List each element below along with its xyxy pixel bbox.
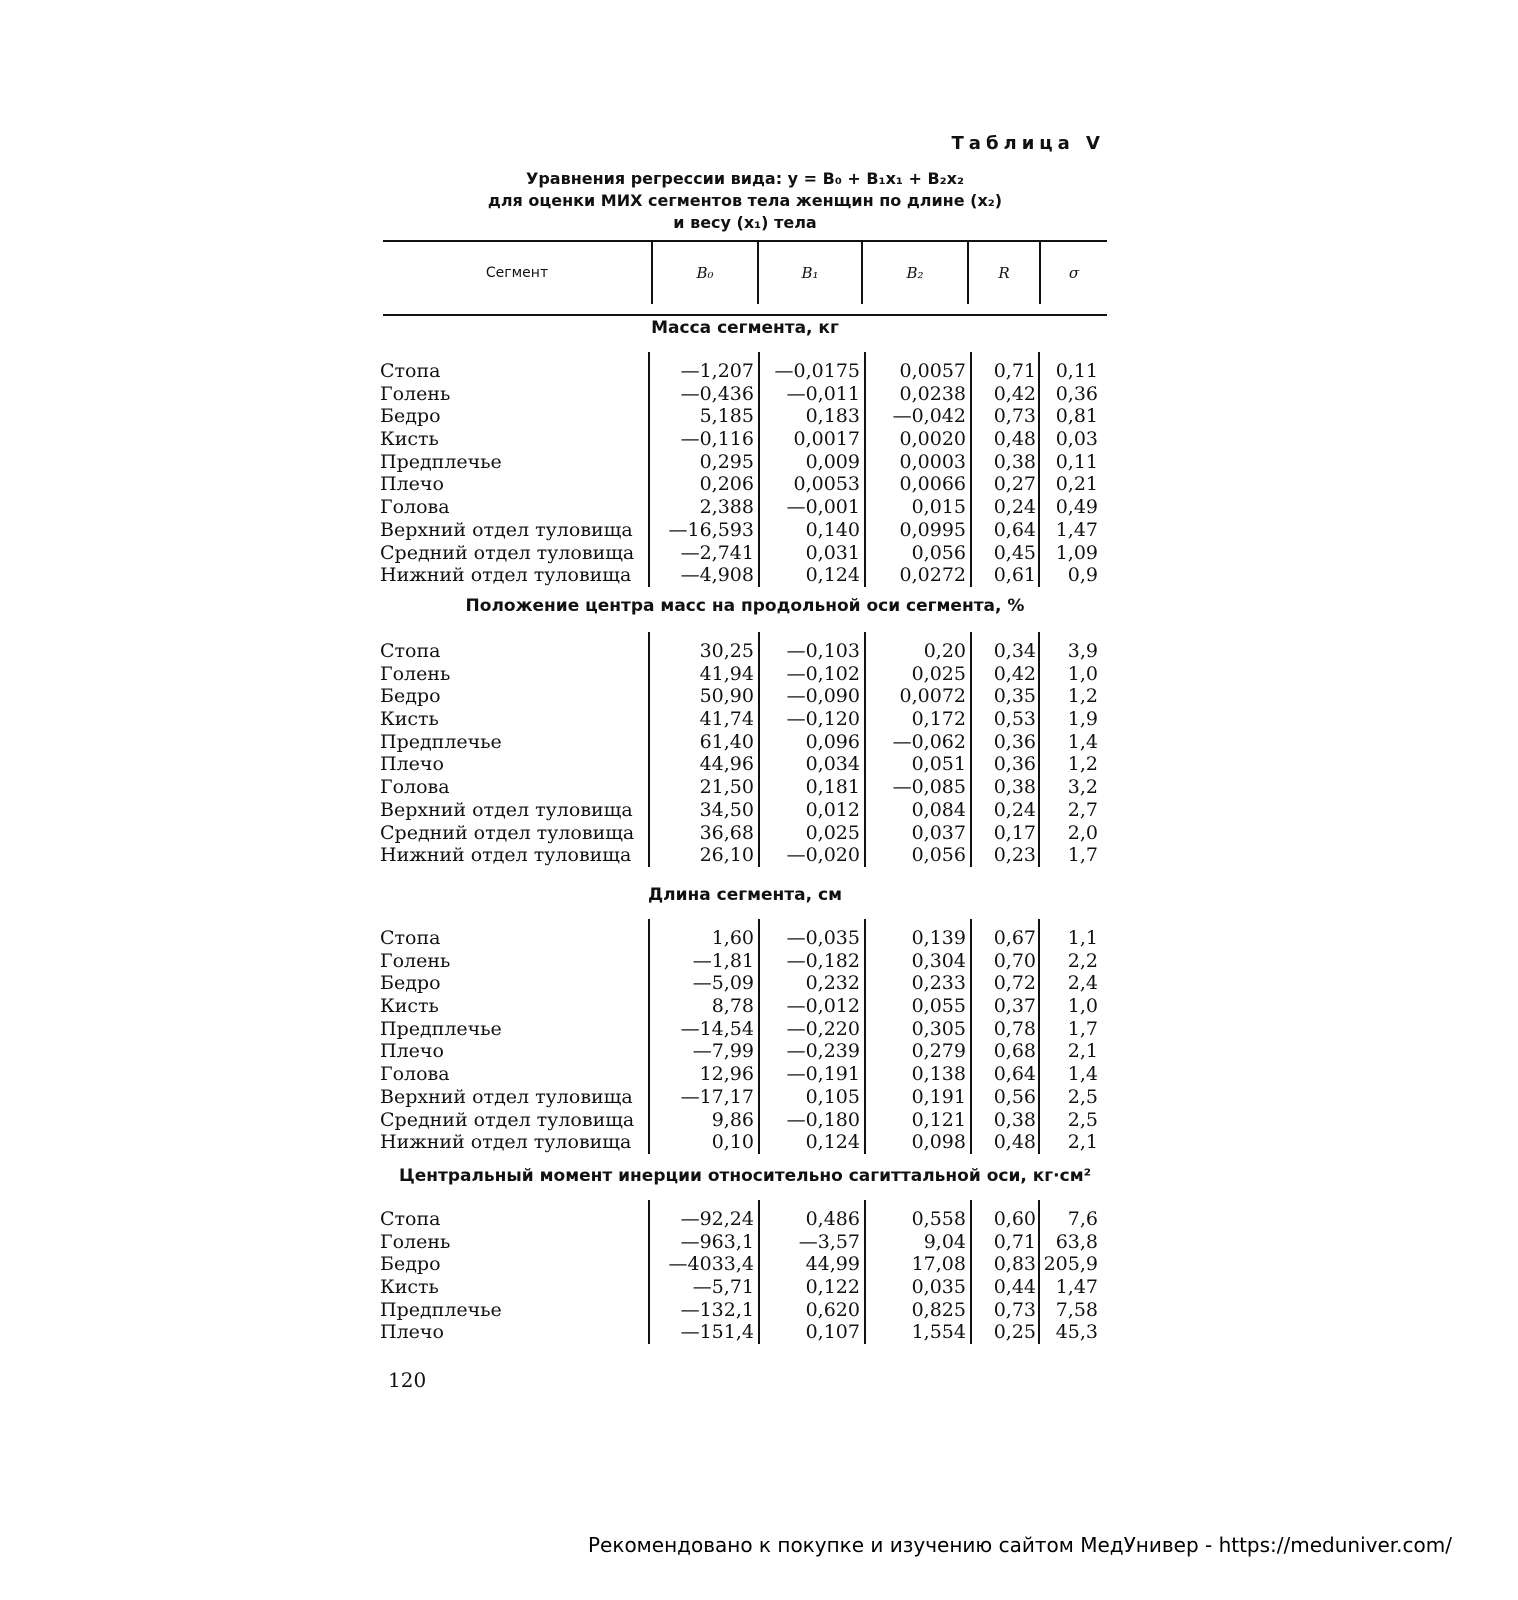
cell-b1: —0,120 bbox=[786, 708, 860, 731]
column-divider bbox=[648, 632, 650, 867]
cell-sigma: 1,09 bbox=[1055, 541, 1098, 564]
caption-line-3: и весу (x₁) тела bbox=[673, 213, 817, 232]
column-divider bbox=[648, 919, 650, 1154]
cell-b0: 2,388 bbox=[699, 496, 754, 519]
cell-sigma: 3,2 bbox=[1067, 776, 1098, 799]
cell-b0: 36,68 bbox=[699, 821, 754, 844]
segment-name: Нижний отдел туловища bbox=[380, 1131, 632, 1154]
section-rows bbox=[380, 360, 1110, 587]
cell-b0: 41,94 bbox=[699, 662, 754, 685]
segment-name: Стопа bbox=[380, 927, 441, 949]
cell-sigma: 1,7 bbox=[1067, 844, 1098, 867]
cell-b0: 0,10 bbox=[711, 1131, 754, 1154]
segment-name: Плечо bbox=[380, 1321, 444, 1344]
cell-b0: 12,96 bbox=[699, 1063, 754, 1086]
cell-r: 0,67 bbox=[993, 927, 1036, 949]
cell-b2: 1,554 bbox=[911, 1321, 966, 1344]
cell-b2: 0,0272 bbox=[899, 564, 966, 587]
cell-b1: 0,025 bbox=[805, 821, 860, 844]
cell-b0: —5,71 bbox=[692, 1276, 754, 1299]
section-title: Положение центра масс на продольной оси сегмента, % bbox=[465, 596, 1025, 616]
table-header bbox=[383, 242, 1107, 314]
cell-r: 0,70 bbox=[993, 949, 1036, 972]
cell-sigma: 63,8 bbox=[1055, 1230, 1098, 1253]
cell-b1: 0,181 bbox=[805, 776, 860, 799]
segment-name: Средний отдел туловища bbox=[380, 821, 635, 844]
cell-b2: 0,0995 bbox=[899, 518, 966, 541]
cell-sigma: 1,0 bbox=[1067, 662, 1098, 685]
cell-b2: 0,055 bbox=[911, 995, 966, 1018]
cell-b1: 0,096 bbox=[805, 730, 860, 753]
cell-sigma: 2,0 bbox=[1067, 821, 1098, 844]
column-divider bbox=[864, 632, 866, 867]
cell-r: 0,78 bbox=[993, 1017, 1036, 1040]
cell-b0: 30,25 bbox=[699, 640, 754, 662]
cell-b1: 0,232 bbox=[805, 972, 860, 995]
table-row bbox=[380, 519, 1110, 542]
segment-name: Кисть bbox=[380, 708, 439, 731]
section-title: Длина сегмента, см bbox=[648, 885, 842, 905]
cell-b2: 0,035 bbox=[911, 1276, 966, 1299]
cell-r: 0,36 bbox=[993, 730, 1036, 753]
caption-line-1: Уравнения регрессии вида: y = B₀ + B₁x₁ + B₂x₂ bbox=[525, 169, 964, 188]
table-row bbox=[380, 1253, 1110, 1276]
cell-r: 0,24 bbox=[993, 798, 1036, 821]
cell-sigma: 1,0 bbox=[1067, 995, 1098, 1018]
cell-b0: —5,09 bbox=[692, 972, 754, 995]
cell-b2: 0,305 bbox=[911, 1017, 966, 1040]
cell-b1: 0,0017 bbox=[793, 428, 860, 451]
header-b2: B₂ bbox=[906, 264, 924, 282]
segment-name: Бедро bbox=[380, 972, 441, 995]
cell-sigma: 2,2 bbox=[1067, 949, 1098, 972]
cell-b2: —0,062 bbox=[892, 730, 966, 753]
cell-b0: 0,295 bbox=[699, 450, 754, 473]
segment-name: Голова bbox=[380, 1063, 450, 1086]
cell-b2: 0,139 bbox=[911, 927, 966, 949]
cell-b0: —17,17 bbox=[680, 1085, 754, 1108]
segment-name: Стопа bbox=[380, 1208, 441, 1230]
footer-note: Рекомендовано к покупке и изучению сайтом МедУнивер - https://meduniver.com/ bbox=[588, 1533, 1452, 1557]
column-divider bbox=[970, 919, 972, 1154]
cell-b2: 0,0020 bbox=[899, 428, 966, 451]
column-divider bbox=[864, 352, 866, 587]
cell-b1: —0,035 bbox=[786, 927, 860, 949]
table-header-rule bbox=[383, 314, 1107, 316]
table-row bbox=[380, 753, 1110, 776]
header-sigma: σ bbox=[1068, 264, 1080, 282]
table-caption bbox=[420, 168, 1070, 234]
cell-b0: 50,90 bbox=[699, 685, 754, 708]
column-divider bbox=[758, 919, 760, 1154]
cell-b1: 0,122 bbox=[805, 1276, 860, 1299]
segment-name: Кисть bbox=[380, 428, 439, 451]
cell-sigma: 2,1 bbox=[1067, 1131, 1098, 1154]
table-row bbox=[380, 451, 1110, 474]
cell-b0: 8,78 bbox=[711, 995, 754, 1018]
section-rows bbox=[380, 927, 1110, 1154]
table-row bbox=[380, 1131, 1110, 1154]
cell-b1: 0,486 bbox=[805, 1208, 860, 1230]
segment-name: Плечо bbox=[380, 473, 444, 496]
cell-r: 0,44 bbox=[993, 1276, 1036, 1299]
table-row bbox=[380, 1063, 1110, 1086]
cell-r: 0,42 bbox=[993, 662, 1036, 685]
cell-b2: 0,084 bbox=[911, 798, 966, 821]
cell-sigma: 1,47 bbox=[1055, 518, 1098, 541]
cell-r: 0,38 bbox=[993, 1108, 1036, 1131]
cell-b2: 0,121 bbox=[911, 1108, 966, 1131]
column-divider bbox=[648, 352, 650, 587]
table-row bbox=[380, 1276, 1110, 1299]
cell-r: 0,73 bbox=[993, 405, 1036, 428]
cell-sigma: 2,1 bbox=[1067, 1040, 1098, 1063]
cell-b2: —0,042 bbox=[892, 405, 966, 428]
cell-r: 0,53 bbox=[993, 708, 1036, 731]
cell-b0: 44,96 bbox=[699, 753, 754, 776]
cell-r: 0,71 bbox=[993, 1230, 1036, 1253]
segment-name: Стопа bbox=[380, 360, 441, 382]
cell-b2: 0,304 bbox=[911, 949, 966, 972]
segment-name: Голень bbox=[380, 949, 451, 972]
cell-b0: —0,116 bbox=[680, 428, 754, 451]
cell-r: 0,36 bbox=[993, 753, 1036, 776]
cell-b1: 0,183 bbox=[805, 405, 860, 428]
column-divider bbox=[1038, 919, 1040, 1154]
table-row bbox=[380, 663, 1110, 686]
column-divider bbox=[970, 632, 972, 867]
cell-sigma: 2,5 bbox=[1067, 1085, 1098, 1108]
cell-b0: —4033,4 bbox=[668, 1253, 754, 1276]
column-divider bbox=[970, 1200, 972, 1344]
table-row bbox=[380, 428, 1110, 451]
header-b0: B₀ bbox=[696, 264, 714, 282]
table-row bbox=[380, 1231, 1110, 1254]
cell-b1: —0,020 bbox=[786, 844, 860, 867]
cell-b0: —7,99 bbox=[692, 1040, 754, 1063]
table-row bbox=[380, 1321, 1110, 1344]
segment-name: Бедро bbox=[380, 685, 441, 708]
cell-sigma: 205,9 bbox=[1043, 1253, 1098, 1276]
segment-name: Кисть bbox=[380, 1276, 439, 1299]
cell-b1: —0,011 bbox=[786, 382, 860, 405]
cell-sigma: 1,1 bbox=[1067, 927, 1098, 949]
segment-name: Предплечье bbox=[380, 730, 502, 753]
table-row bbox=[380, 383, 1110, 406]
cell-b1: —0,191 bbox=[786, 1063, 860, 1086]
cell-sigma: 1,2 bbox=[1067, 753, 1098, 776]
cell-sigma: 0,21 bbox=[1055, 473, 1098, 496]
segment-name: Средний отдел туловища bbox=[380, 541, 635, 564]
cell-b1: —0,182 bbox=[786, 949, 860, 972]
cell-r: 0,48 bbox=[993, 1131, 1036, 1154]
table-row bbox=[380, 1208, 1110, 1231]
cell-b2: 0,825 bbox=[911, 1298, 966, 1321]
cell-r: 0,68 bbox=[993, 1040, 1036, 1063]
column-divider bbox=[1038, 1200, 1040, 1344]
table-row bbox=[380, 542, 1110, 565]
segment-name: Плечо bbox=[380, 753, 444, 776]
table-row bbox=[380, 844, 1110, 867]
segment-name: Предплечье bbox=[380, 450, 502, 473]
cell-b0: 0,206 bbox=[699, 473, 754, 496]
column-divider bbox=[758, 1200, 760, 1344]
cell-sigma: 1,9 bbox=[1067, 708, 1098, 731]
cell-b2: 0,037 bbox=[911, 821, 966, 844]
cell-sigma: 2,5 bbox=[1067, 1108, 1098, 1131]
cell-sigma: 0,36 bbox=[1055, 382, 1098, 405]
column-divider bbox=[864, 919, 866, 1154]
cell-b1: 0,105 bbox=[805, 1085, 860, 1108]
segment-name: Средний отдел туловища bbox=[380, 1108, 635, 1131]
column-divider bbox=[1038, 632, 1040, 867]
cell-b2: 0,056 bbox=[911, 844, 966, 867]
cell-b0: —14,54 bbox=[680, 1017, 754, 1040]
segment-name: Верхний отдел туловища bbox=[380, 1085, 633, 1108]
cell-b1: 44,99 bbox=[805, 1253, 860, 1276]
column-divider bbox=[758, 352, 760, 587]
cell-b1: 0,009 bbox=[805, 450, 860, 473]
segment-name: Кисть bbox=[380, 995, 439, 1018]
cell-r: 0,48 bbox=[993, 428, 1036, 451]
cell-b0: 9,86 bbox=[711, 1108, 754, 1131]
section-title: Центральный момент инерции относительно сагиттальной оси, кг·см² bbox=[398, 1166, 1092, 1186]
cell-b1: 0,124 bbox=[805, 1131, 860, 1154]
cell-b0: —963,1 bbox=[680, 1230, 754, 1253]
table-row bbox=[380, 1086, 1110, 1109]
cell-sigma: 7,58 bbox=[1055, 1298, 1098, 1321]
cell-b2: 0,025 bbox=[911, 662, 966, 685]
cell-sigma: 1,7 bbox=[1067, 1017, 1098, 1040]
cell-sigma: 7,6 bbox=[1067, 1208, 1098, 1230]
segment-name: Предплечье bbox=[380, 1298, 502, 1321]
cell-b1: 0,140 bbox=[805, 518, 860, 541]
cell-b0: 1,60 bbox=[711, 927, 754, 949]
cell-b1: —0,001 bbox=[786, 496, 860, 519]
cell-b0: —16,593 bbox=[668, 518, 754, 541]
section-rows bbox=[380, 640, 1110, 867]
cell-r: 0,45 bbox=[993, 541, 1036, 564]
section-rows bbox=[380, 1208, 1110, 1344]
cell-b2: 0,20 bbox=[923, 640, 966, 662]
cell-b2: 0,051 bbox=[911, 753, 966, 776]
cell-b1: 0,620 bbox=[805, 1298, 860, 1321]
cell-b2: 0,015 bbox=[911, 496, 966, 519]
cell-sigma: 1,4 bbox=[1067, 1063, 1098, 1086]
cell-sigma: 1,4 bbox=[1067, 730, 1098, 753]
cell-r: 0,64 bbox=[993, 1063, 1036, 1086]
cell-b1: 0,0053 bbox=[793, 473, 860, 496]
cell-b0: —0,436 bbox=[680, 382, 754, 405]
cell-r: 0,56 bbox=[993, 1085, 1036, 1108]
cell-b1: —0,239 bbox=[786, 1040, 860, 1063]
cell-sigma: 45,3 bbox=[1055, 1321, 1098, 1344]
cell-b1: 0,012 bbox=[805, 798, 860, 821]
cell-b2: 17,08 bbox=[911, 1253, 966, 1276]
cell-b2: 0,558 bbox=[911, 1208, 966, 1230]
caption-line-2: для оценки МИХ сегментов тела женщин по длине (x₂) bbox=[487, 191, 1003, 210]
cell-b0: 41,74 bbox=[699, 708, 754, 731]
cell-b1: —3,57 bbox=[798, 1230, 860, 1253]
table-row bbox=[380, 496, 1110, 519]
cell-r: 0,60 bbox=[993, 1208, 1036, 1230]
cell-b1: —0,0175 bbox=[774, 360, 860, 382]
segment-name: Бедро bbox=[380, 1253, 441, 1276]
cell-b2: 0,172 bbox=[911, 708, 966, 731]
cell-b2: 0,191 bbox=[911, 1085, 966, 1108]
cell-b2: 0,279 bbox=[911, 1040, 966, 1063]
cell-r: 0,42 bbox=[993, 382, 1036, 405]
column-divider bbox=[758, 632, 760, 867]
table-row bbox=[380, 1299, 1110, 1322]
segment-name: Нижний отдел туловища bbox=[380, 564, 632, 587]
cell-sigma: 0,49 bbox=[1055, 496, 1098, 519]
cell-r: 0,38 bbox=[993, 776, 1036, 799]
header-segment: Сегмент bbox=[485, 265, 549, 281]
cell-sigma: 0,9 bbox=[1067, 564, 1098, 587]
cell-b1: —0,090 bbox=[786, 685, 860, 708]
column-divider bbox=[970, 352, 972, 587]
table-row bbox=[380, 1040, 1110, 1063]
cell-b2: 0,0066 bbox=[899, 473, 966, 496]
table-row bbox=[380, 708, 1110, 731]
cell-b1: —0,012 bbox=[786, 995, 860, 1018]
cell-b2: 0,0072 bbox=[899, 685, 966, 708]
cell-b1: 0,124 bbox=[805, 564, 860, 587]
cell-sigma: 0,81 bbox=[1055, 405, 1098, 428]
cell-b1: —0,180 bbox=[786, 1108, 860, 1131]
table-row bbox=[380, 1109, 1110, 1132]
cell-sigma: 0,11 bbox=[1055, 360, 1098, 382]
cell-b0: —1,207 bbox=[680, 360, 754, 382]
page-number: 120 bbox=[388, 1368, 427, 1392]
cell-b2: 0,098 bbox=[911, 1131, 966, 1154]
cell-b0: —4,908 bbox=[680, 564, 754, 587]
table-row bbox=[380, 972, 1110, 995]
cell-b0: —151,4 bbox=[680, 1321, 754, 1344]
cell-b2: 0,138 bbox=[911, 1063, 966, 1086]
segment-name: Предплечье bbox=[380, 1017, 502, 1040]
segment-name: Голень bbox=[380, 382, 451, 405]
cell-r: 0,38 bbox=[993, 450, 1036, 473]
segment-name: Нижний отдел туловища bbox=[380, 844, 632, 867]
cell-r: 0,64 bbox=[993, 518, 1036, 541]
cell-r: 0,23 bbox=[993, 844, 1036, 867]
cell-b2: 0,0003 bbox=[899, 450, 966, 473]
segment-name: Голова bbox=[380, 496, 450, 519]
cell-b0: —1,81 bbox=[692, 949, 754, 972]
table-row bbox=[380, 473, 1110, 496]
segment-name: Плечо bbox=[380, 1040, 444, 1063]
cell-r: 0,17 bbox=[993, 821, 1036, 844]
cell-b0: 26,10 bbox=[699, 844, 754, 867]
segment-name: Голень bbox=[380, 662, 451, 685]
cell-sigma: 2,7 bbox=[1067, 798, 1098, 821]
cell-b2: —0,085 bbox=[892, 776, 966, 799]
table-row bbox=[380, 927, 1110, 950]
cell-r: 0,83 bbox=[993, 1253, 1036, 1276]
header-r: R bbox=[998, 264, 1010, 282]
cell-b2: 0,0057 bbox=[899, 360, 966, 382]
cell-r: 0,34 bbox=[993, 640, 1036, 662]
cell-b1: —0,102 bbox=[786, 662, 860, 685]
cell-b1: 0,107 bbox=[805, 1321, 860, 1344]
cell-r: 0,35 bbox=[993, 685, 1036, 708]
table-row bbox=[380, 799, 1110, 822]
cell-r: 0,72 bbox=[993, 972, 1036, 995]
cell-b0: 21,50 bbox=[699, 776, 754, 799]
cell-r: 0,27 bbox=[993, 473, 1036, 496]
table-row bbox=[380, 1018, 1110, 1041]
table-row bbox=[380, 405, 1110, 428]
cell-b2: 9,04 bbox=[923, 1230, 966, 1253]
cell-r: 0,71 bbox=[993, 360, 1036, 382]
cell-r: 0,61 bbox=[993, 564, 1036, 587]
section-title: Масса сегмента, кг bbox=[651, 318, 839, 338]
cell-r: 0,25 bbox=[993, 1321, 1036, 1344]
segment-name: Верхний отдел туловища bbox=[380, 518, 633, 541]
cell-sigma: 2,4 bbox=[1067, 972, 1098, 995]
table-row bbox=[380, 776, 1110, 799]
column-divider bbox=[864, 1200, 866, 1344]
cell-b1: 0,034 bbox=[805, 753, 860, 776]
column-divider bbox=[1038, 352, 1040, 587]
cell-b2: 0,0238 bbox=[899, 382, 966, 405]
cell-b0: —2,741 bbox=[680, 541, 754, 564]
table-row bbox=[380, 360, 1110, 383]
segment-name: Голова bbox=[380, 776, 450, 799]
cell-b0: 34,50 bbox=[699, 798, 754, 821]
cell-sigma: 0,03 bbox=[1055, 428, 1098, 451]
table-row bbox=[380, 950, 1110, 973]
table-row bbox=[380, 822, 1110, 845]
cell-sigma: 0,11 bbox=[1055, 450, 1098, 473]
table-row bbox=[380, 731, 1110, 754]
cell-b2: 0,056 bbox=[911, 541, 966, 564]
cell-b0: 5,185 bbox=[699, 405, 754, 428]
cell-r: 0,73 bbox=[993, 1298, 1036, 1321]
cell-sigma: 3,9 bbox=[1067, 640, 1098, 662]
cell-b0: 61,40 bbox=[699, 730, 754, 753]
table-label: Таблица V bbox=[951, 133, 1105, 154]
segment-name: Стопа bbox=[380, 640, 441, 662]
header-b1: B₁ bbox=[801, 264, 819, 282]
table-row bbox=[380, 564, 1110, 587]
table-row bbox=[380, 995, 1110, 1018]
cell-sigma: 1,2 bbox=[1067, 685, 1098, 708]
column-divider bbox=[648, 1200, 650, 1344]
cell-sigma: 1,47 bbox=[1055, 1276, 1098, 1299]
table-row bbox=[380, 640, 1110, 663]
cell-b0: —92,24 bbox=[680, 1208, 754, 1230]
cell-r: 0,24 bbox=[993, 496, 1036, 519]
table-row bbox=[380, 685, 1110, 708]
cell-r: 0,37 bbox=[993, 995, 1036, 1018]
cell-b2: 0,233 bbox=[911, 972, 966, 995]
cell-b1: —0,103 bbox=[786, 640, 860, 662]
segment-name: Бедро bbox=[380, 405, 441, 428]
segment-name: Голень bbox=[380, 1230, 451, 1253]
cell-b1: —0,220 bbox=[786, 1017, 860, 1040]
cell-b0: —132,1 bbox=[680, 1298, 754, 1321]
cell-b1: 0,031 bbox=[805, 541, 860, 564]
segment-name: Верхний отдел туловища bbox=[380, 798, 633, 821]
